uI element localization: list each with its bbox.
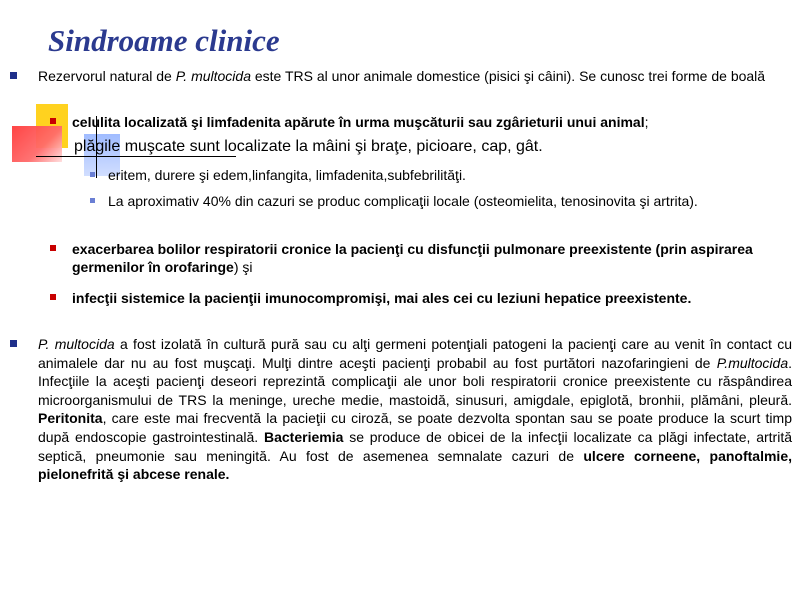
p2-text-6: , care este mai frecventă la pacieţii cu ciroză, se poate dezvolta spontan sau se poate produce la scurt timp după endoscopie gastrointestinală. — [38, 410, 792, 446]
sub-bullet-2: La aproximativ 40% din cazuri se produc complicaţii locale (osteomielita, tenosinovita şi artrita). — [108, 192, 758, 210]
form-1-semi: ; — [644, 114, 649, 130]
p2-peritonita: Peritonita — [38, 410, 103, 427]
p2-text-4: . Infecţiile la aceşti pacienţi deseori reprezintă complicaţii ale unor boli respiratorii cronice preexistente cu răspândirea microorganismului de TRS la meninge, ureche medie, mastoidă, sinusuri, amigdale, epiglotă, bronhii, plămâni, pleură. — [38, 354, 792, 408]
page-title: Sindroame clinice — [48, 23, 280, 58]
form-2 — [72, 240, 794, 276]
form-1-line2: plăgile muşcate sunt localizate la mâini şi braţe, picioare, cap, gât. — [74, 138, 543, 155]
p2-complications: ulcere corneene, panoftalmie, pielonefrită şi abcese renale. — [38, 447, 792, 483]
sub-bullet-1: eritem, durere şi edem,linfangita, limfadenita,subfebrilităţi. — [108, 166, 768, 184]
p2-text-2: a fost izolată în cultură pură sau cu alţi germeni potenţiali patogeni la pacienţi care au venit în contact cu animalele dar nu au fost muşcaţi. Mulţi dintre aceşti pacienţi probabil au fost purtători nazofaringieni de — [38, 336, 792, 371]
form-1-bold: celulita localizată şi limfadenita apărute în urma muşcăturii sau zgârieturii unui animal — [72, 114, 645, 130]
form-1 — [72, 113, 782, 131]
form-2-tail: ) şi — [233, 259, 253, 276]
intro-species: P. multocida — [175, 68, 251, 84]
intro-text-c: este TRS al unor animale domestice (pisici şi câini). Se cunosc trei forme de boală — [250, 68, 766, 84]
form-3: infecţii sistemice la pacienţii imunocompromişi, mai ales cei cu leziuni hepatice preexistente. — [72, 289, 752, 307]
form-2-bold: exacerbarea bolilor respiratorii cronice la pacienţi cu disfuncţii pulmonare preexistente (prin aspirarea germenilor în orofaringe — [72, 241, 753, 276]
p2-species-1: P. multocida — [38, 336, 115, 352]
p2-text-8: se produce de obicei de la infecţii localizate ca plăgi infectate, artrită septică, pneumonie sau meningită. Au fost de asemenea semnalate cazuri de — [38, 429, 792, 464]
p2-bacteriemia: Bacteriemia — [264, 429, 344, 446]
main-paragraph — [38, 335, 792, 484]
p2-species-2: P.multocida — [716, 354, 789, 371]
intro-paragraph — [38, 67, 778, 85]
intro-text-a: Rezervorul natural de — [38, 68, 176, 84]
